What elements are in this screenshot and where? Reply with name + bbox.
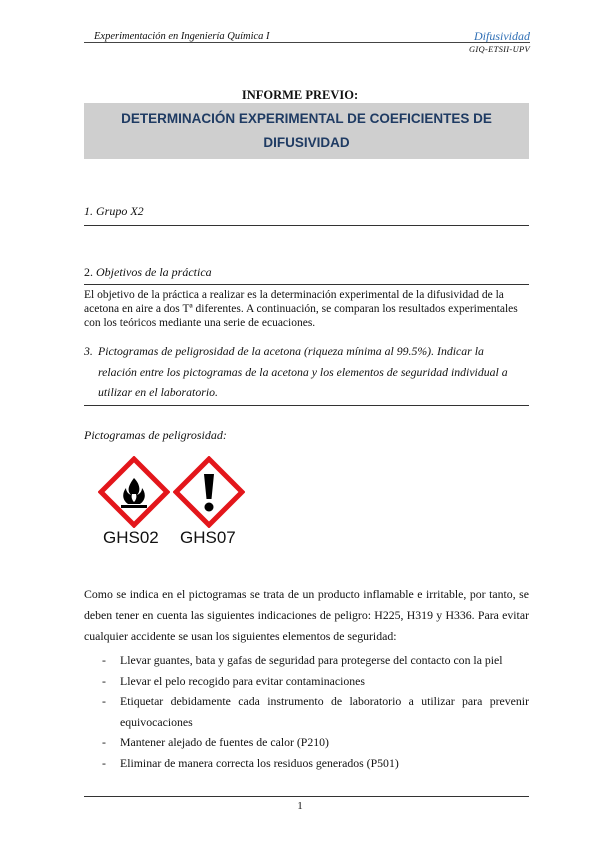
header-code: GIQ-ETSII-UPV — [468, 44, 530, 54]
section-3 — [84, 341, 529, 403]
section-2-rule — [84, 284, 529, 285]
section-3-rule — [84, 405, 529, 406]
list-item: - Mantener alejado de fuentes de calor (P210) — [102, 735, 329, 749]
section-2-number: 2. — [84, 265, 93, 279]
section-3-line-2: relación entre los pictogramas de la acetona y los elementos de seguridad individual a — [98, 364, 508, 379]
section-2-heading — [84, 265, 529, 280]
list-item: - Llevar el pelo recogido para evitar contaminaciones — [102, 673, 365, 688]
list-item: - Eliminar de manera correcta los residuos generados (P501) — [102, 755, 399, 770]
section-3-line-3: utilizar en el laboratorio. — [98, 385, 218, 399]
footer-rule — [84, 796, 529, 797]
list-item: - Llevar guantes, bata y gafas de seguridad para protegerse del contacto con la piel — [102, 653, 503, 667]
ghs07-label: GHS07 — [180, 528, 236, 547]
body-paragraph: Como se indica en el pictogramas se trata de un producto inflamable e irritable, por tanto, se deben tener en cuenta las siguientes indicaciones de peligro: H225, H319 y H336. Para evitar cualquier accidente se usan los siguientes elementos de seguridad: — [84, 587, 529, 643]
flame-icon — [98, 456, 170, 528]
title-box — [84, 103, 529, 159]
header-topic: Difusividad — [474, 29, 530, 43]
section-1-text: Grupo X2 — [96, 204, 144, 218]
exclamation-icon — [173, 456, 245, 528]
pictograms-heading: Pictogramas de peligrosidad: — [84, 428, 227, 442]
section-2-title: Objetivos de la práctica — [96, 265, 212, 279]
section-1 — [84, 204, 529, 219]
pictogram-row — [98, 456, 248, 552]
section-1-rule — [84, 225, 529, 226]
section-1-number: 1. — [84, 204, 93, 218]
title-line-2: DIFUSIVIDAD — [263, 135, 350, 150]
ghs02-label: GHS02 — [103, 528, 159, 547]
section-3-number: 3. — [84, 344, 93, 358]
header-course: Experimentación en Ingeniería Química I — [94, 31, 270, 42]
section-3-line-1: Pictogramas de peligrosidad de la acetona (riqueza mínima al 99.5%). Indicar la — [98, 344, 484, 358]
title-line-1: DETERMINACIÓN EXPERIMENTAL DE COEFICIENTES DE — [121, 111, 492, 126]
safety-list — [84, 650, 529, 773]
list-item: - Etiquetar debidamente cada instrumento de laboratorio a utilizar para prevenir equivocaciones — [102, 694, 529, 729]
objective-paragraph: El objetivo de la práctica a realizar es la determinación experimental de la difusividad de la acetona en aire a dos Tª diferentes. A continuación, se comparan los resultados experimentales con los teóricos mediante una serie de ecuaciones. — [84, 289, 518, 329]
report-label: INFORME PREVIO: — [241, 88, 359, 102]
header-rule — [84, 42, 530, 43]
page-number: 1 — [297, 800, 303, 812]
